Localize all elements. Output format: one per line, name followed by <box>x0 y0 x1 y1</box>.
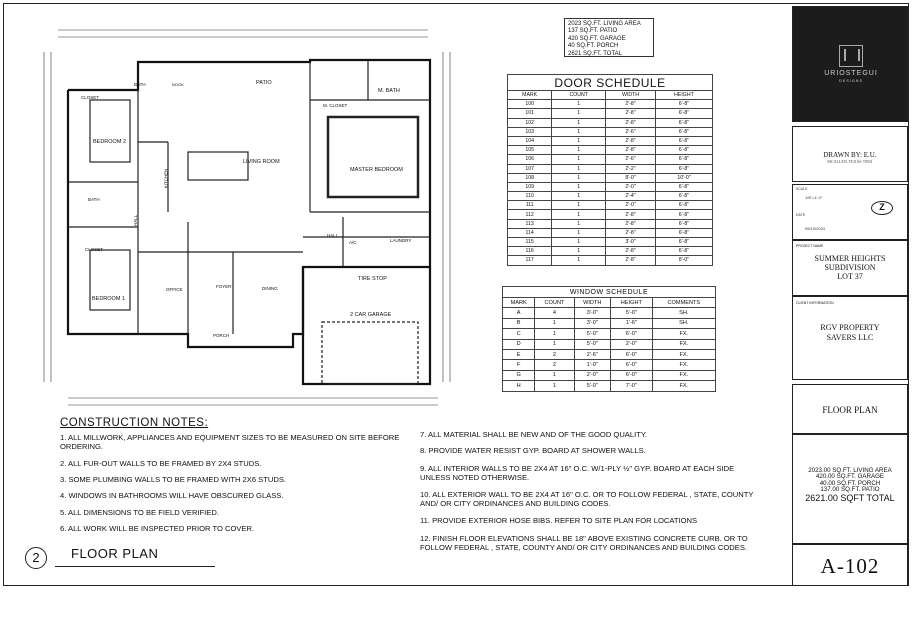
logo-mark-icon <box>839 45 863 67</box>
door-row <box>508 109 713 118</box>
window-cell: 3'-0" <box>574 308 610 318</box>
door-row <box>508 127 713 136</box>
window-row <box>503 318 716 328</box>
door-cell: 6'-8" <box>655 164 712 173</box>
window-cell: 5'-0" <box>574 381 610 391</box>
totals-cell <box>792 434 908 544</box>
north-arrow-icon: Z <box>871 201 893 215</box>
window-cell: FX. <box>652 349 715 359</box>
window-cell: 3'-0" <box>574 318 610 328</box>
window-cell: 2'-0" <box>574 370 610 380</box>
door-cell: 2'-8" <box>606 256 656 265</box>
window-cell: 1'-0" <box>574 360 610 370</box>
window-cell: 2'-0" <box>611 339 653 349</box>
door-cell: 1 <box>552 247 606 256</box>
window-cell: FX. <box>652 370 715 380</box>
room-label-bath2: BATH <box>88 197 100 202</box>
window-row <box>503 329 716 339</box>
window-cell: 5'-0" <box>611 308 653 318</box>
note-1: 1. ALL MILLWORK, APPLIANCES AND EQUIPMENT SIZES TO BE MEASURED ON SITE BEFORE ORDERING. <box>60 433 400 451</box>
project-line: SUBDIVISION <box>824 263 876 272</box>
window-cell: 5'-0" <box>574 329 610 339</box>
sqft-summary-box <box>564 18 654 57</box>
project-name-cell <box>792 240 908 296</box>
room-label-hall: HALL <box>133 214 139 227</box>
notes-heading: CONSTRUCTION NOTES: <box>60 417 209 429</box>
door-cell: 1 <box>552 136 606 145</box>
project-line: LOT 37 <box>837 272 863 281</box>
window-cell: D <box>503 339 535 349</box>
logo-sub: DESIGNS <box>838 79 864 83</box>
door-cell: 108 <box>508 173 552 182</box>
door-cell: 6'-8" <box>655 182 712 191</box>
door-cell: 105 <box>508 146 552 155</box>
door-cell: 116 <box>508 247 552 256</box>
window-cell: 4 <box>535 308 574 318</box>
door-cell: 107 <box>508 164 552 173</box>
door-schedule-table <box>507 74 713 266</box>
sheet-name-cell <box>792 384 908 434</box>
room-label-nook: NOOK <box>172 82 184 87</box>
window-cell: C <box>503 329 535 339</box>
door-row <box>508 136 713 145</box>
door-cell: 1 <box>552 146 606 155</box>
door-cell: 1 <box>552 155 606 164</box>
door-header-cell: HEIGHT <box>655 91 712 100</box>
window-cell: E <box>503 349 535 359</box>
window-cell: SH. <box>652 318 715 328</box>
door-cell: 2'-8" <box>606 247 656 256</box>
title-block <box>792 6 908 586</box>
window-row <box>503 360 716 370</box>
window-row <box>503 381 716 391</box>
total-sqft: 2621.00 SQFT TOTAL <box>805 492 895 503</box>
door-cell: 6'-8" <box>655 192 712 201</box>
room-label-foyer: FOYER <box>216 284 232 289</box>
note-12: 12. FINISH FLOOR ELEVATIONS SHALL BE 18" ABOVE EXISTING CONCRETE CURB. OR TO FOLLOW FEDERAL , STATE, COUNTY AND/ OR CITY ORDINANCES AND BUILDING CODES. <box>420 534 748 552</box>
door-cell: 2'-8" <box>606 118 656 127</box>
window-cell: 1 <box>535 318 574 328</box>
door-cell: 115 <box>508 238 552 247</box>
window-cell: SH. <box>652 308 715 318</box>
window-cell: G <box>503 370 535 380</box>
door-cell: 6'-8" <box>655 238 712 247</box>
door-header-cell: COUNT <box>552 91 606 100</box>
door-row <box>508 256 713 265</box>
door-cell: 6'-8" <box>655 146 712 155</box>
client-info-cell <box>792 296 908 380</box>
sheet-number-cell <box>792 544 908 586</box>
scale-value: 1/8"=1'-0" <box>805 195 823 200</box>
door-cell: 110 <box>508 192 552 201</box>
room-label-bath: BATH <box>134 82 146 87</box>
door-cell: 6'-8" <box>655 118 712 127</box>
door-cell: 2'-8" <box>606 109 656 118</box>
door-cell: 2'-6" <box>606 155 656 164</box>
window-cell: 1 <box>535 370 574 380</box>
window-cell: 6'-0" <box>611 349 653 359</box>
room-label-closet: CLOSET <box>81 95 100 100</box>
door-row <box>508 118 713 127</box>
note-6: 6. ALL WORK WILL BE INSPECTED PRIOR TO COVER. <box>60 524 255 533</box>
door-cell: 103 <box>508 127 552 136</box>
window-cell: 5'-0" <box>574 339 610 349</box>
totals-line: 420.00 SQ.FT. GARAGE <box>815 473 885 481</box>
door-cell: 2'-8" <box>606 219 656 228</box>
door-cell: 2'-8" <box>606 136 656 145</box>
door-row <box>508 219 713 228</box>
room-label-tire-stop: TIRE STOP <box>358 276 387 282</box>
door-row <box>508 173 713 182</box>
door-cell: 2'-8" <box>606 228 656 237</box>
door-cell: 6'-8" <box>655 228 712 237</box>
door-cell: 1 <box>552 210 606 219</box>
door-cell: 111 <box>508 201 552 210</box>
door-cell: 1 <box>552 201 606 210</box>
note-5: 5. ALL DIMENSIONS TO BE FIELD VERIFIED. <box>60 508 219 517</box>
door-row <box>508 192 713 201</box>
door-cell: 10'-0" <box>655 173 712 182</box>
note-3: 3. SOME PLUMBING WALLS TO BE FRAMED WITH 2X6 STUDS. <box>60 475 287 484</box>
window-cell: 1 <box>535 329 574 339</box>
window-cell: 2'-6" <box>574 349 610 359</box>
door-cell: 2'-8" <box>606 210 656 219</box>
client-line: SAVERS LLC <box>826 333 874 342</box>
construction-notes <box>60 419 770 559</box>
door-row <box>508 155 713 164</box>
window-cell: 6'-0" <box>611 329 653 339</box>
door-cell: 117 <box>508 256 552 265</box>
drawing-label: FLOOR PLAN <box>71 546 159 561</box>
door-header-cell: MARK <box>508 91 552 100</box>
door-cell: 1 <box>552 256 606 265</box>
date-value: 05/15/2024 <box>805 226 826 231</box>
project-line: SUMMER HEIGHTS <box>814 254 886 263</box>
scale-date-cell <box>792 184 908 240</box>
room-label-garage: 2 CAR GARAGE <box>350 312 392 318</box>
door-row <box>508 146 713 155</box>
sqft-line: 137 SQ.FT. PATIO <box>568 28 618 35</box>
note-7: 7. ALL MATERIAL SHALL BE NEW AND OF THE GOOD QUALITY. <box>420 430 648 439</box>
room-label-bedroom1: BEDROOM 1 <box>92 296 126 302</box>
note-8: 8. PROVIDE WATER RESIST GYP. BOARD AT SHOWER WALLS. <box>420 446 646 455</box>
door-cell: 2'-0" <box>606 201 656 210</box>
sheet-number: A-102 <box>820 554 880 578</box>
door-cell: 104 <box>508 136 552 145</box>
door-cell: 106 <box>508 155 552 164</box>
scale-label: SCALE <box>796 187 808 191</box>
door-row <box>508 247 713 256</box>
door-cell: 6'-8" <box>655 127 712 136</box>
door-cell: 1 <box>552 164 606 173</box>
door-cell: 1 <box>552 109 606 118</box>
window-cell: 1 <box>535 381 574 391</box>
window-cell: FX. <box>652 381 715 391</box>
door-cell: 1 <box>552 219 606 228</box>
room-label-living: LIVING ROOM <box>243 159 280 165</box>
window-cell: 1 <box>535 339 574 349</box>
room-label-laundry: LAUNDRY <box>390 238 412 243</box>
door-cell: 6'-8" <box>655 155 712 164</box>
window-header-cell: COUNT <box>535 298 574 308</box>
door-cell: 6'-8" <box>655 219 712 228</box>
window-cell: FX. <box>652 339 715 349</box>
door-row <box>508 210 713 219</box>
door-cell: 6'-8" <box>655 100 712 109</box>
door-cell: 113 <box>508 219 552 228</box>
door-row <box>508 228 713 237</box>
door-cell: 6'-8" <box>655 201 712 210</box>
room-label-porch: PORCH <box>213 333 230 338</box>
door-row <box>508 182 713 191</box>
door-cell: 2'-8" <box>606 146 656 155</box>
door-schedule-title: DOOR SCHEDULE <box>508 75 713 91</box>
window-header-cell: COMMENTS <box>652 298 715 308</box>
window-header-cell: MARK <box>503 298 535 308</box>
window-cell: FX. <box>652 329 715 339</box>
totals-line: 40.00 SQ.FT. PORCH <box>819 479 881 487</box>
door-cell: 1 <box>552 173 606 182</box>
room-label-bedroom2: BEDROOM 2 <box>93 139 127 145</box>
date-label: DATE <box>796 213 806 217</box>
door-cell: 1 <box>552 182 606 191</box>
door-row <box>508 201 713 210</box>
drawn-location: MCALLEN, TEXAS 78501 <box>827 159 873 164</box>
door-cell: 2'-0" <box>606 182 656 191</box>
drawing-title-underline <box>55 566 215 567</box>
door-cell: 100 <box>508 100 552 109</box>
room-label-closet2: CLOSET <box>85 247 104 252</box>
room-label-m-closet: M. CLOSET <box>323 103 348 108</box>
door-cell: 2'-2" <box>606 164 656 173</box>
window-cell: FX. <box>652 360 715 370</box>
client-line: RGV PROPERTY <box>820 323 880 332</box>
door-cell: 2'-8" <box>606 100 656 109</box>
project-label: PROJECT NAME <box>796 244 824 248</box>
sqft-line: 2621 SQ.FT. TOTAL <box>568 50 623 57</box>
door-cell: 2'-6" <box>606 127 656 136</box>
room-label-hall2: HALL <box>327 233 339 238</box>
designer-logo <box>792 6 908 122</box>
sqft-line: 40 SQ.FT. PORCH <box>568 43 619 50</box>
door-cell: 2'-4" <box>606 192 656 201</box>
window-cell: 6'-0" <box>611 360 653 370</box>
window-row <box>503 349 716 359</box>
door-cell: 1 <box>552 100 606 109</box>
door-cell: 112 <box>508 210 552 219</box>
window-cell: 2 <box>535 360 574 370</box>
window-schedule-table <box>502 286 716 392</box>
sqft-line: 2023 SQ.FT. LIVING AREA <box>568 21 641 27</box>
note-11: 11. PROVIDE EXTERIOR HOSE BIBS. REFER TO SITE PLAN FOR LOCATIONS <box>420 516 698 525</box>
room-label-master: MASTER BEDROOM <box>350 167 403 173</box>
window-cell: H <box>503 381 535 391</box>
door-cell: 1 <box>552 192 606 201</box>
door-cell: 109 <box>508 182 552 191</box>
floor-plan-drawing <box>38 22 456 412</box>
door-cell: 1 <box>552 238 606 247</box>
sqft-line: 420 SQ.FT. GARAGE <box>568 35 626 42</box>
door-cell: 101 <box>508 109 552 118</box>
drawn-by: DRAWN BY: E.U. <box>823 151 877 159</box>
window-cell: 1'-6" <box>611 318 653 328</box>
client-label: CLIENT INFORMATION <box>796 301 834 305</box>
note-2: 2. ALL FUR-OUT WALLS TO BE FRAMED BY 2X4 STUDS. <box>60 459 262 468</box>
window-cell: F <box>503 360 535 370</box>
door-cell: 1 <box>552 118 606 127</box>
door-cell: 6'-8" <box>655 210 712 219</box>
door-cell: 8'-0" <box>606 173 656 182</box>
window-header-cell: WIDTH <box>574 298 610 308</box>
door-cell: 6'-8" <box>655 136 712 145</box>
window-cell: B <box>503 318 535 328</box>
window-cell: A <box>503 308 535 318</box>
window-row <box>503 370 716 380</box>
door-row <box>508 164 713 173</box>
door-cell: 1 <box>552 127 606 136</box>
door-cell: 6'-8" <box>655 109 712 118</box>
window-header-cell: HEIGHT <box>611 298 653 308</box>
note-4: 4. WINDOWS IN BATHROOMS WILL HAVE OBSCURED GLASS. <box>60 491 284 500</box>
door-cell: 102 <box>508 118 552 127</box>
totals-line: 2023.00 SQ.FT. LIVING AREA <box>808 467 892 474</box>
sheet-name: FLOOR PLAN <box>822 405 878 415</box>
door-cell: 1 <box>552 228 606 237</box>
room-label-patio: PATIO <box>256 80 272 86</box>
window-cell: 7'-0" <box>611 381 653 391</box>
room-label-dining: DINING <box>262 286 278 291</box>
door-cell: 114 <box>508 228 552 237</box>
drawing-number: 2 <box>25 547 47 569</box>
room-label-office: OFFICE <box>166 287 183 292</box>
window-schedule-title: WINDOW SCHEDULE <box>503 287 716 298</box>
door-header-cell: WIDTH <box>606 91 656 100</box>
note-10: 10. ALL EXTERIOR WALL TO BE 2X4 AT 16" O.C. OR TO FOLLOW FEDERAL , STATE, COUNTY AND/ OR CITY ORDINANCES AND BUILDING CODES. <box>420 490 754 508</box>
window-row <box>503 308 716 318</box>
window-cell: 2 <box>535 349 574 359</box>
totals-line: 137.00 SQ.FT. PATIO <box>820 486 880 494</box>
door-cell: 8'-0" <box>655 256 712 265</box>
door-row <box>508 238 713 247</box>
door-cell: 6'-8" <box>655 247 712 256</box>
door-row <box>508 100 713 109</box>
window-cell: 6'-0" <box>611 370 653 380</box>
note-9: 9. ALL INTERIOR WALLS TO BE 2X4 AT 16" O.C. W/1-PLY ½" GYP. BOARD AT EACH SIDE UNLESS NOTED OTHERWISE. <box>420 464 735 482</box>
door-cell: 3'-0" <box>606 238 656 247</box>
room-label-m-bath: M. BATH <box>378 88 400 94</box>
window-row <box>503 339 716 349</box>
drawn-by-cell <box>792 126 908 182</box>
room-label-ac: A/C <box>349 240 357 245</box>
logo-name: URIOSTEGUI <box>824 70 878 77</box>
room-label-kitchen: KITCHEN <box>163 168 169 189</box>
